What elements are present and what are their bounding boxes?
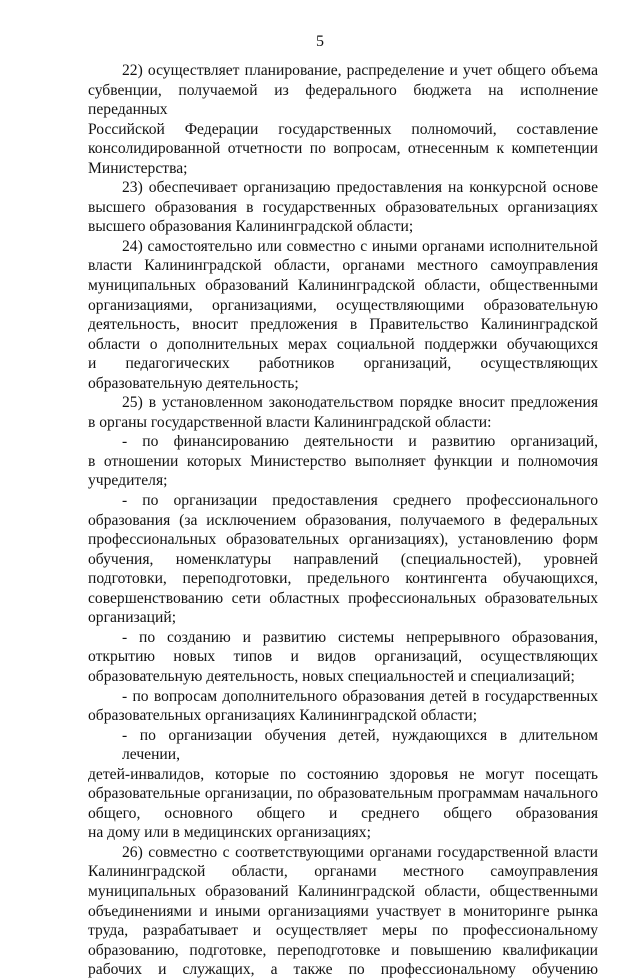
text-line: и педагогических работников организаций, осуществляющих <box>88 355 598 373</box>
text-line: обучения, номенклатуры направлений (специальностей), уровней <box>88 550 598 568</box>
text-line: - по организации предоставления среднего профессионального <box>122 492 598 510</box>
text-line: образовательных организациях Калининградской области; <box>88 707 478 725</box>
text-line: совершенствованию сети областных профессиональных образовательных <box>88 589 598 607</box>
text-line: деятельность, вносит предложения в Правительство Калининградской <box>88 316 598 334</box>
text-line: в отношении которых Министерство выполняет функции и полномочия <box>88 452 598 470</box>
text-line: в органы государственной власти Калининградской области: <box>88 413 492 431</box>
paragraph-item-23 <box>88 178 598 237</box>
text-line: рабочих и служащих, а также по профессиональному обучению <box>88 961 598 979</box>
text-line: образовательную деятельность; <box>88 374 299 392</box>
text-line: 24) самостоятельно или совместно с иными органами исполнительной <box>122 237 598 255</box>
list-item-additional-education <box>88 687 598 726</box>
text-line: - по вопросам дополнительного образования детей в государственных <box>122 687 598 705</box>
text-line: консолидированной отчетности по вопросам, отнесенным к компетенции <box>88 140 598 158</box>
text-line: подготовки, переподготовки, предельного контингента обучающихся, <box>88 570 598 588</box>
text-line: открытию новых типов и видов организаций, осуществляющих <box>88 648 598 666</box>
paragraph-item-25 <box>88 393 598 432</box>
page-number: 5 <box>316 33 324 50</box>
text-line: 23) обеспечивает организацию предоставления на конкурсной основе <box>122 179 598 197</box>
text-line: высшего образования Калининградской области; <box>88 218 414 236</box>
text-line: 25) в установленном законодательством порядке вносит предложения <box>122 394 598 412</box>
text-line: высшего образования в государственных образовательных организациях <box>88 198 598 216</box>
text-line: образовательные организации, по образовательным программам начального <box>88 785 598 803</box>
paragraph-item-22 <box>88 61 598 178</box>
text-line: труда, разрабатывает и осуществляет меры по профессиональному <box>88 922 598 940</box>
text-line: муниципальных образований Калининградской области, общественными <box>88 882 598 900</box>
text-line: власти Калининградской области, органами местного самоуправления <box>88 257 598 275</box>
list-item-home-education <box>88 726 598 843</box>
document-body <box>88 61 598 980</box>
paragraph-item-24 <box>88 237 598 393</box>
text-line: Калининградской области, органами местного самоуправления <box>88 863 598 881</box>
text-line: организаций; <box>88 609 177 627</box>
list-item-financing <box>88 432 598 491</box>
text-line: образовательную деятельность, новых специальностей и специализаций; <box>88 667 575 685</box>
text-line: субвенции, получаемой из федерального бюджета на исполнение переданных <box>88 81 598 119</box>
text-line: 26) совместно с соответствующими органами государственной власти <box>122 843 598 861</box>
text-line: Министерства; <box>88 159 188 177</box>
text-line: - по организации обучения детей, нуждающихся в длительном лечении, <box>122 726 598 764</box>
text-line: муниципальных образований Калининградской области, общественными <box>88 277 598 295</box>
text-line: общего, основного общего и среднего общего образования <box>88 804 598 822</box>
text-line: объединениями и иными организациями участвует в мониторинге рынка <box>88 902 598 920</box>
text-line: - по финансированию деятельности и развитию организаций, <box>122 433 598 451</box>
paragraph-item-26 <box>88 843 598 980</box>
text-line: детей-инвалидов, которые по состоянию здоровья не могут посещать <box>88 765 598 783</box>
text-line: на дому или в медицинских организациях; <box>88 824 371 842</box>
text-line: области о дополнительных мерах социальной поддержки обучающихся <box>88 335 598 353</box>
list-item-vocational-education <box>88 491 598 628</box>
text-line: профессиональных образовательных организациях), установлению форм <box>88 531 598 549</box>
text-line: - по созданию и развитию системы непрерывного образования, <box>122 628 598 646</box>
text-line: организациями, организациями, осуществляющими образовательную <box>88 296 598 314</box>
text-line: Российской Федерации государственных полномочий, составление <box>88 120 598 138</box>
text-line: учредителя; <box>88 472 168 490</box>
text-line: образованию, подготовке, переподготовке и повышению квалификации <box>88 941 598 959</box>
text-line: 22) осуществляет планирование, распределение и учет общего объема <box>122 62 598 79</box>
text-line: образования (за исключением образования, получаемого в федеральных <box>88 511 598 529</box>
list-item-continuous-education <box>88 628 598 687</box>
